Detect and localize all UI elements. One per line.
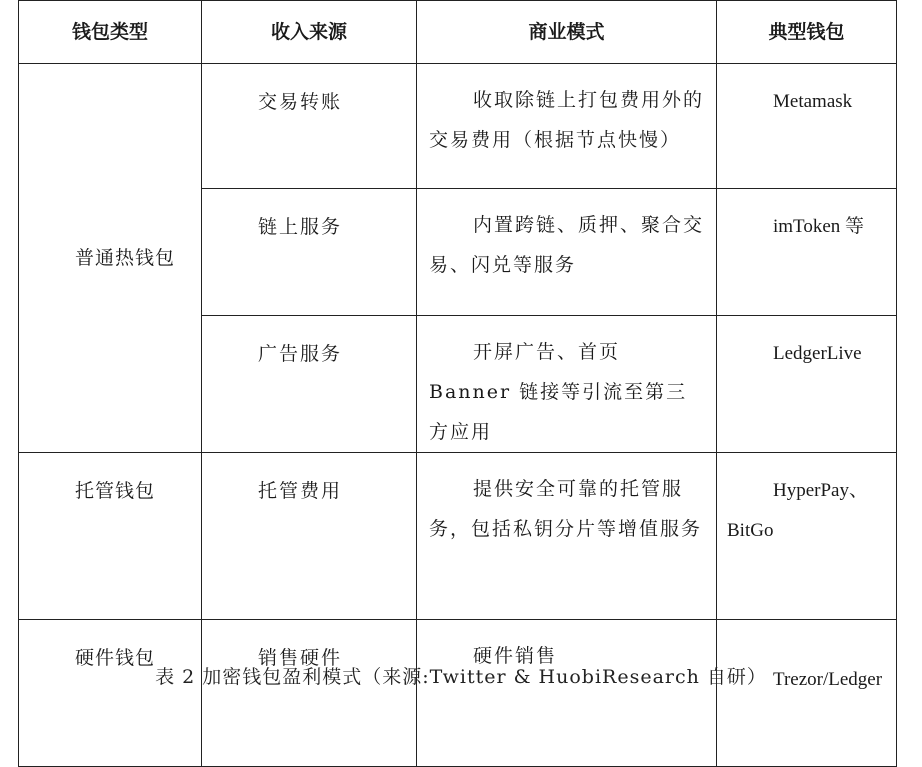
cell-business-model: 开屏广告、首页 Banner 链接等引流至第三方应用	[417, 316, 717, 453]
cell-business-model: 硬件销售	[417, 620, 717, 767]
cell-business-model: 提供安全可靠的托管服务，包括私钥分片等增值服务	[417, 453, 717, 620]
cell-business-model: 内置跨链、质押、聚合交易、闪兑等服务	[417, 189, 717, 316]
table-header-row	[19, 1, 897, 64]
cell-typical-wallet: Metamask	[717, 64, 897, 189]
wallet-profit-table	[18, 0, 897, 767]
cell-business-model: 收取除链上打包费用外的交易费用（根据节点快慢）	[417, 64, 717, 189]
header-typical-wallet: 典型钱包	[717, 1, 897, 64]
cell-wallet-type: 普通热钱包	[19, 64, 202, 453]
cell-income-source: 链上服务	[202, 189, 417, 316]
cell-typical-wallet: Trezor/Ledger	[717, 620, 897, 767]
table-row	[19, 620, 897, 767]
header-income-source: 收入来源	[202, 1, 417, 64]
cell-income-source: 交易转账	[202, 64, 417, 189]
cell-typical-wallet: HyperPay、BitGo	[717, 453, 897, 620]
table-row	[19, 64, 897, 189]
cell-income-source: 托管费用	[202, 453, 417, 620]
cell-income-source: 广告服务	[202, 316, 417, 453]
cell-wallet-type: 硬件钱包	[19, 620, 202, 767]
header-wallet-type: 钱包类型	[19, 1, 202, 64]
cell-wallet-type: 托管钱包	[19, 453, 202, 620]
cell-typical-wallet: LedgerLive	[717, 316, 897, 453]
cell-typical-wallet: imToken 等	[717, 189, 897, 316]
cell-income-source: 销售硬件	[202, 620, 417, 767]
table-row	[19, 453, 897, 620]
table-caption: 表 2 加密钱包盈利模式（来源:Twitter & HuobiResearch 自研）	[155, 666, 767, 688]
header-business-model: 商业模式	[417, 1, 717, 64]
